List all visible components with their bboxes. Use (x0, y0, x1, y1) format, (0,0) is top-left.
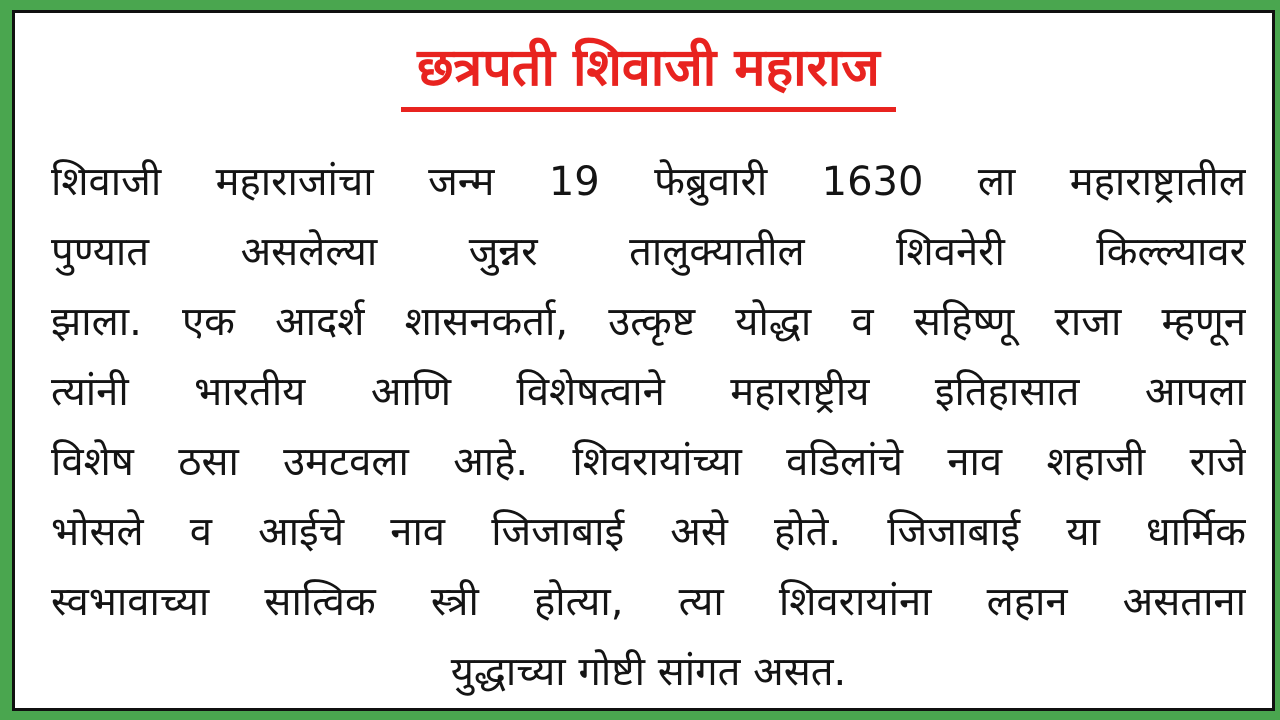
page-title: छत्रपती शिवाजी महाराज (401, 33, 896, 112)
paragraph-line-6: भोसले व आईचे नाव जिजाबाई असे होते. जिजाबाई या धार्मिक (51, 509, 1246, 555)
paragraph-line-3: झाला. एक आदर्श शासनकर्ता, उत्कृष्ट योद्धा व सहिष्णू राजा म्हणून (51, 299, 1246, 345)
paragraph-line-1: शिवाजी महाराजांचा जन्म 19 फेब्रुवारी 1630 ला महाराष्ट्रातील (51, 159, 1246, 205)
paragraph-line-7: स्वभावाच्या सात्विक स्त्री होत्या, त्या शिवरायांना लहान असताना (51, 579, 1246, 625)
essay-paragraph (51, 147, 1246, 707)
paragraph-line-4: त्यांनी भारतीय आणि विशेषत्वाने महाराष्ट्रीय इतिहासात आपला (51, 369, 1246, 415)
paragraph-line-2: पुण्यात असलेल्या जुन्नर तालुक्यातील शिवनेरी किल्ल्यावर (51, 229, 1246, 275)
title-row (51, 33, 1246, 125)
document-page (12, 10, 1275, 711)
paragraph-line-8: युद्धाच्या गोष्टी सांगत असत. (450, 649, 847, 695)
paragraph-line-5: विशेष ठसा उमटवला आहे. शिवरायांच्या वडिलांचे नाव शहाजी राजे (51, 439, 1246, 485)
